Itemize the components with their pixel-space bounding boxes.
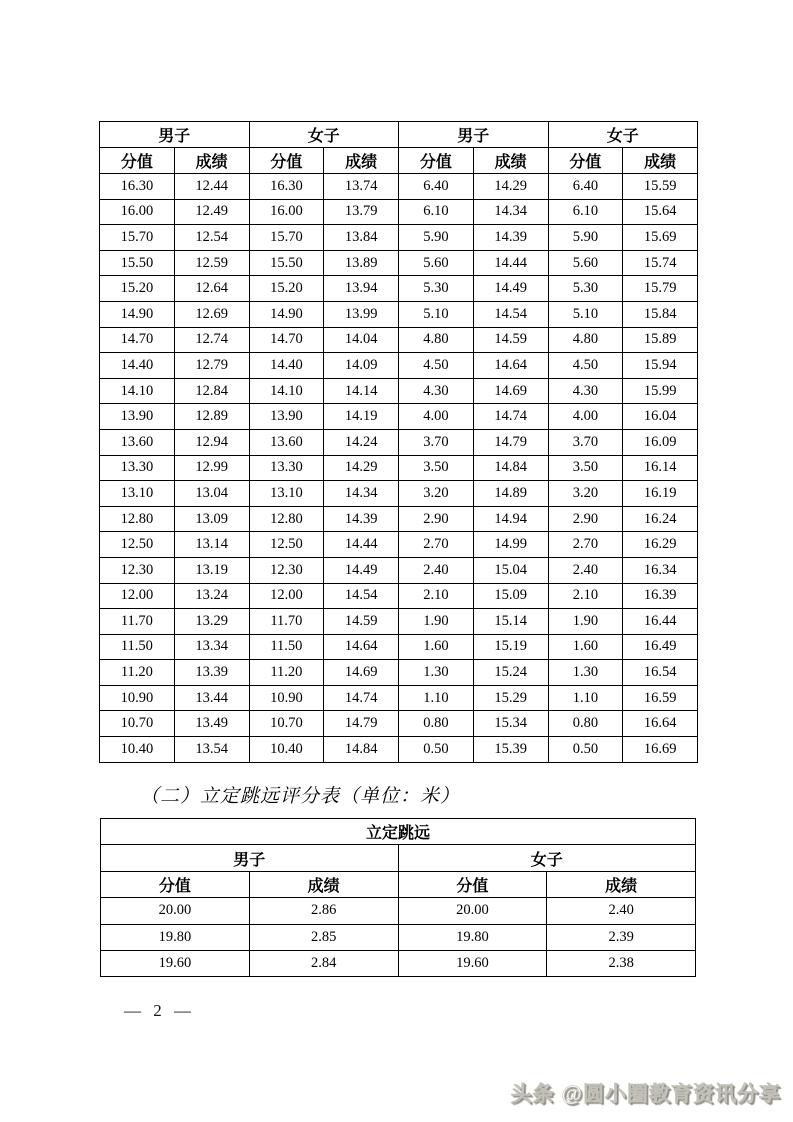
score-cell: 16.30 xyxy=(100,174,175,200)
score-cell: 14.84 xyxy=(473,455,548,481)
score-cell: 12.50 xyxy=(100,532,175,558)
score-cell: 14.99 xyxy=(473,532,548,558)
score-cell: 14.89 xyxy=(473,481,548,507)
score-cell: 13.24 xyxy=(174,583,249,609)
score-cell: 15.70 xyxy=(100,225,175,251)
score-cell: 14.24 xyxy=(324,429,399,455)
group-header-row xyxy=(101,845,696,871)
score-cell: 15.59 xyxy=(623,174,698,200)
score-cell: 5.30 xyxy=(548,276,623,302)
table-row xyxy=(100,378,698,404)
score-cell: 14.69 xyxy=(473,378,548,404)
score-cell: 12.84 xyxy=(174,378,249,404)
score-cell: 1.60 xyxy=(399,634,474,660)
table-row xyxy=(100,276,698,302)
table-row xyxy=(100,660,698,686)
score-cell: 13.54 xyxy=(174,737,249,763)
score-cell: 15.14 xyxy=(473,609,548,635)
score-cell: 14.49 xyxy=(324,557,399,583)
score-cell: 14.59 xyxy=(324,609,399,635)
score-cell: 13.79 xyxy=(324,199,399,225)
table-title-row xyxy=(101,819,696,845)
score-cell: 3.50 xyxy=(548,455,623,481)
column-header-score: 分值 xyxy=(101,871,250,897)
score-cell: 1.30 xyxy=(399,660,474,686)
score-cell: 2.86 xyxy=(249,898,398,924)
table-row xyxy=(100,404,698,430)
table-row xyxy=(100,506,698,532)
score-cell: 3.70 xyxy=(548,429,623,455)
table-row xyxy=(100,225,698,251)
score-cell: 4.50 xyxy=(548,353,623,379)
score-cell: 5.60 xyxy=(399,250,474,276)
score-cell: 12.80 xyxy=(249,506,324,532)
score-cell: 14.69 xyxy=(324,660,399,686)
score-cell: 12.80 xyxy=(100,506,175,532)
score-cell: 13.39 xyxy=(174,660,249,686)
score-cell: 12.99 xyxy=(174,455,249,481)
score-cell: 6.40 xyxy=(399,174,474,200)
score-cell: 14.04 xyxy=(324,327,399,353)
group-header-row xyxy=(100,122,698,148)
table-row xyxy=(101,898,696,924)
table-row xyxy=(100,327,698,353)
score-cell: 5.30 xyxy=(399,276,474,302)
score-cell: 12.49 xyxy=(174,199,249,225)
score-cell: 12.69 xyxy=(174,301,249,327)
score-table-2 xyxy=(100,818,696,977)
score-cell: 6.40 xyxy=(548,174,623,200)
score-cell: 19.80 xyxy=(398,924,547,950)
score-cell: 12.54 xyxy=(174,225,249,251)
score-cell: 13.19 xyxy=(174,557,249,583)
score-cell: 2.84 xyxy=(249,950,398,976)
score-cell: 11.20 xyxy=(100,660,175,686)
score-cell: 13.34 xyxy=(174,634,249,660)
score-cell: 14.49 xyxy=(473,276,548,302)
score-table-2-body xyxy=(101,898,696,977)
column-header-score: 分值 xyxy=(398,871,547,897)
column-header-result: 成绩 xyxy=(623,148,698,174)
table-row xyxy=(100,429,698,455)
column-header-result: 成绩 xyxy=(324,148,399,174)
score-cell: 12.74 xyxy=(174,327,249,353)
score-cell: 14.94 xyxy=(473,506,548,532)
score-cell: 12.00 xyxy=(249,583,324,609)
score-cell: 20.00 xyxy=(398,898,547,924)
score-cell: 14.40 xyxy=(249,353,324,379)
score-cell: 15.99 xyxy=(623,378,698,404)
score-cell: 4.00 xyxy=(399,404,474,430)
score-cell: 14.59 xyxy=(473,327,548,353)
score-cell: 16.29 xyxy=(623,532,698,558)
score-cell: 14.64 xyxy=(324,634,399,660)
table-row xyxy=(100,199,698,225)
watermark-text: 头条 @圆小圈教育资讯分享 xyxy=(510,1083,781,1106)
table-row xyxy=(100,737,698,763)
score-cell: 0.50 xyxy=(548,737,623,763)
group-header-male-2: 男子 xyxy=(399,122,549,148)
section-caption: （二）立定跳远评分表（单位：米） xyxy=(140,786,461,807)
score-cell: 14.34 xyxy=(473,199,548,225)
score-cell: 1.60 xyxy=(548,634,623,660)
table-row xyxy=(100,609,698,635)
score-cell: 13.60 xyxy=(100,429,175,455)
column-header-result: 成绩 xyxy=(547,871,696,897)
score-cell: 15.19 xyxy=(473,634,548,660)
score-cell: 2.70 xyxy=(548,532,623,558)
score-cell: 14.09 xyxy=(324,353,399,379)
score-cell: 16.54 xyxy=(623,660,698,686)
score-cell: 11.70 xyxy=(100,609,175,635)
score-cell: 4.30 xyxy=(399,378,474,404)
score-cell: 14.29 xyxy=(324,455,399,481)
score-cell: 1.10 xyxy=(548,685,623,711)
score-cell: 15.20 xyxy=(249,276,324,302)
score-cell: 13.29 xyxy=(174,609,249,635)
score-cell: 16.64 xyxy=(623,711,698,737)
score-cell: 16.44 xyxy=(623,609,698,635)
score-cell: 19.60 xyxy=(398,950,547,976)
score-cell: 2.90 xyxy=(399,506,474,532)
score-cell: 0.80 xyxy=(548,711,623,737)
score-cell: 19.60 xyxy=(101,950,250,976)
score-cell: 0.80 xyxy=(399,711,474,737)
score-cell: 4.80 xyxy=(548,327,623,353)
score-cell: 15.64 xyxy=(623,199,698,225)
group-header-female-1: 女子 xyxy=(249,122,399,148)
score-cell: 15.79 xyxy=(623,276,698,302)
table-row xyxy=(100,583,698,609)
table-row xyxy=(100,353,698,379)
score-cell: 14.40 xyxy=(100,353,175,379)
score-cell: 13.99 xyxy=(324,301,399,327)
score-cell: 13.14 xyxy=(174,532,249,558)
column-header-row xyxy=(101,871,696,897)
score-cell: 13.74 xyxy=(324,174,399,200)
score-cell: 2.40 xyxy=(547,898,696,924)
column-header-result: 成绩 xyxy=(473,148,548,174)
score-cell: 3.70 xyxy=(399,429,474,455)
score-cell: 16.00 xyxy=(100,199,175,225)
score-cell: 15.69 xyxy=(623,225,698,251)
score-cell: 11.50 xyxy=(100,634,175,660)
table-row xyxy=(100,711,698,737)
score-cell: 4.50 xyxy=(399,353,474,379)
score-cell: 2.90 xyxy=(548,506,623,532)
score-cell: 15.34 xyxy=(473,711,548,737)
score-cell: 2.40 xyxy=(399,557,474,583)
score-cell: 14.54 xyxy=(473,301,548,327)
score-cell: 16.69 xyxy=(623,737,698,763)
score-cell: 2.40 xyxy=(548,557,623,583)
score-cell: 14.90 xyxy=(100,301,175,327)
table-title: 立定跳远 xyxy=(101,819,696,845)
score-cell: 13.94 xyxy=(324,276,399,302)
score-cell: 13.90 xyxy=(249,404,324,430)
score-cell: 10.40 xyxy=(249,737,324,763)
group-header-male-1: 男子 xyxy=(100,122,250,148)
score-cell: 12.79 xyxy=(174,353,249,379)
score-cell: 16.19 xyxy=(623,481,698,507)
score-cell: 14.34 xyxy=(324,481,399,507)
column-header-result: 成绩 xyxy=(249,871,398,897)
column-header-row xyxy=(100,148,698,174)
page-number: — 2 — xyxy=(124,1001,195,1020)
score-cell: 12.94 xyxy=(174,429,249,455)
score-cell: 10.40 xyxy=(100,737,175,763)
group-header-male: 男子 xyxy=(101,845,399,871)
score-cell: 14.84 xyxy=(324,737,399,763)
score-cell: 5.90 xyxy=(548,225,623,251)
score-cell: 1.90 xyxy=(399,609,474,635)
table-row xyxy=(100,634,698,660)
score-cell: 15.39 xyxy=(473,737,548,763)
score-cell: 19.80 xyxy=(101,924,250,950)
table-row xyxy=(100,481,698,507)
score-cell: 15.50 xyxy=(249,250,324,276)
score-cell: 6.10 xyxy=(548,199,623,225)
score-cell: 14.29 xyxy=(473,174,548,200)
score-cell: 13.60 xyxy=(249,429,324,455)
score-cell: 13.44 xyxy=(174,685,249,711)
table-row xyxy=(100,685,698,711)
score-cell: 11.50 xyxy=(249,634,324,660)
score-table-1 xyxy=(99,121,698,763)
score-cell: 16.04 xyxy=(623,404,698,430)
score-cell: 2.10 xyxy=(548,583,623,609)
table-row xyxy=(100,301,698,327)
score-cell: 13.30 xyxy=(249,455,324,481)
score-cell: 5.60 xyxy=(548,250,623,276)
score-cell: 12.59 xyxy=(174,250,249,276)
score-cell: 14.90 xyxy=(249,301,324,327)
score-cell: 13.04 xyxy=(174,481,249,507)
score-cell: 14.44 xyxy=(324,532,399,558)
score-cell: 2.38 xyxy=(547,950,696,976)
score-cell: 14.74 xyxy=(473,404,548,430)
score-cell: 11.20 xyxy=(249,660,324,686)
score-table-1-body xyxy=(100,174,698,763)
score-cell: 12.50 xyxy=(249,532,324,558)
table-row xyxy=(100,250,698,276)
score-cell: 14.79 xyxy=(473,429,548,455)
table-row xyxy=(101,950,696,976)
score-cell: 12.00 xyxy=(100,583,175,609)
score-cell: 5.90 xyxy=(399,225,474,251)
score-cell: 13.89 xyxy=(324,250,399,276)
score-cell: 10.70 xyxy=(100,711,175,737)
score-cell: 13.84 xyxy=(324,225,399,251)
score-cell: 16.30 xyxy=(249,174,324,200)
score-cell: 2.10 xyxy=(399,583,474,609)
score-cell: 13.10 xyxy=(249,481,324,507)
score-cell: 16.09 xyxy=(623,429,698,455)
score-cell: 2.85 xyxy=(249,924,398,950)
score-cell: 12.89 xyxy=(174,404,249,430)
score-cell: 15.50 xyxy=(100,250,175,276)
score-cell: 13.10 xyxy=(100,481,175,507)
table-row xyxy=(100,455,698,481)
score-cell: 15.20 xyxy=(100,276,175,302)
score-cell: 4.80 xyxy=(399,327,474,353)
score-cell: 12.30 xyxy=(100,557,175,583)
score-cell: 1.90 xyxy=(548,609,623,635)
score-cell: 15.09 xyxy=(473,583,548,609)
score-cell: 14.70 xyxy=(249,327,324,353)
score-cell: 10.70 xyxy=(249,711,324,737)
score-cell: 15.29 xyxy=(473,685,548,711)
score-cell: 16.39 xyxy=(623,583,698,609)
score-cell: 16.00 xyxy=(249,199,324,225)
score-cell: 14.39 xyxy=(473,225,548,251)
score-cell: 12.64 xyxy=(174,276,249,302)
score-cell: 10.90 xyxy=(100,685,175,711)
score-cell: 15.89 xyxy=(623,327,698,353)
column-header-result: 成绩 xyxy=(174,148,249,174)
score-cell: 20.00 xyxy=(101,898,250,924)
score-cell: 13.90 xyxy=(100,404,175,430)
score-cell: 10.90 xyxy=(249,685,324,711)
score-cell: 3.20 xyxy=(548,481,623,507)
score-cell: 14.44 xyxy=(473,250,548,276)
table-row xyxy=(100,557,698,583)
score-cell: 14.54 xyxy=(324,583,399,609)
score-cell: 15.70 xyxy=(249,225,324,251)
score-cell: 15.84 xyxy=(623,301,698,327)
score-cell: 2.70 xyxy=(399,532,474,558)
score-cell: 16.59 xyxy=(623,685,698,711)
score-cell: 13.30 xyxy=(100,455,175,481)
score-cell: 3.50 xyxy=(399,455,474,481)
score-cell: 5.10 xyxy=(548,301,623,327)
score-cell: 16.24 xyxy=(623,506,698,532)
score-cell: 13.49 xyxy=(174,711,249,737)
score-cell: 14.64 xyxy=(473,353,548,379)
score-cell: 13.09 xyxy=(174,506,249,532)
score-cell: 11.70 xyxy=(249,609,324,635)
score-cell: 6.10 xyxy=(399,199,474,225)
score-cell: 12.30 xyxy=(249,557,324,583)
score-cell: 1.30 xyxy=(548,660,623,686)
group-header-female-2: 女子 xyxy=(548,122,698,148)
score-cell: 3.20 xyxy=(399,481,474,507)
score-cell: 4.00 xyxy=(548,404,623,430)
score-cell: 14.10 xyxy=(100,378,175,404)
column-header-score: 分值 xyxy=(249,148,324,174)
score-cell: 1.10 xyxy=(399,685,474,711)
score-cell: 14.19 xyxy=(324,404,399,430)
score-cell: 14.74 xyxy=(324,685,399,711)
score-cell: 15.74 xyxy=(623,250,698,276)
score-cell: 5.10 xyxy=(399,301,474,327)
score-cell: 16.14 xyxy=(623,455,698,481)
table-row xyxy=(100,174,698,200)
table-row xyxy=(101,924,696,950)
column-header-score: 分值 xyxy=(548,148,623,174)
score-cell: 4.30 xyxy=(548,378,623,404)
table-row xyxy=(100,532,698,558)
score-cell: 15.24 xyxy=(473,660,548,686)
score-cell: 14.39 xyxy=(324,506,399,532)
column-header-score: 分值 xyxy=(100,148,175,174)
score-cell: 15.94 xyxy=(623,353,698,379)
score-cell: 16.49 xyxy=(623,634,698,660)
group-header-female: 女子 xyxy=(398,845,696,871)
score-cell: 14.70 xyxy=(100,327,175,353)
score-cell: 0.50 xyxy=(399,737,474,763)
score-cell: 16.34 xyxy=(623,557,698,583)
column-header-score: 分值 xyxy=(399,148,474,174)
score-cell: 15.04 xyxy=(473,557,548,583)
score-cell: 12.44 xyxy=(174,174,249,200)
score-cell: 2.39 xyxy=(547,924,696,950)
score-cell: 14.10 xyxy=(249,378,324,404)
score-cell: 14.14 xyxy=(324,378,399,404)
score-cell: 14.79 xyxy=(324,711,399,737)
